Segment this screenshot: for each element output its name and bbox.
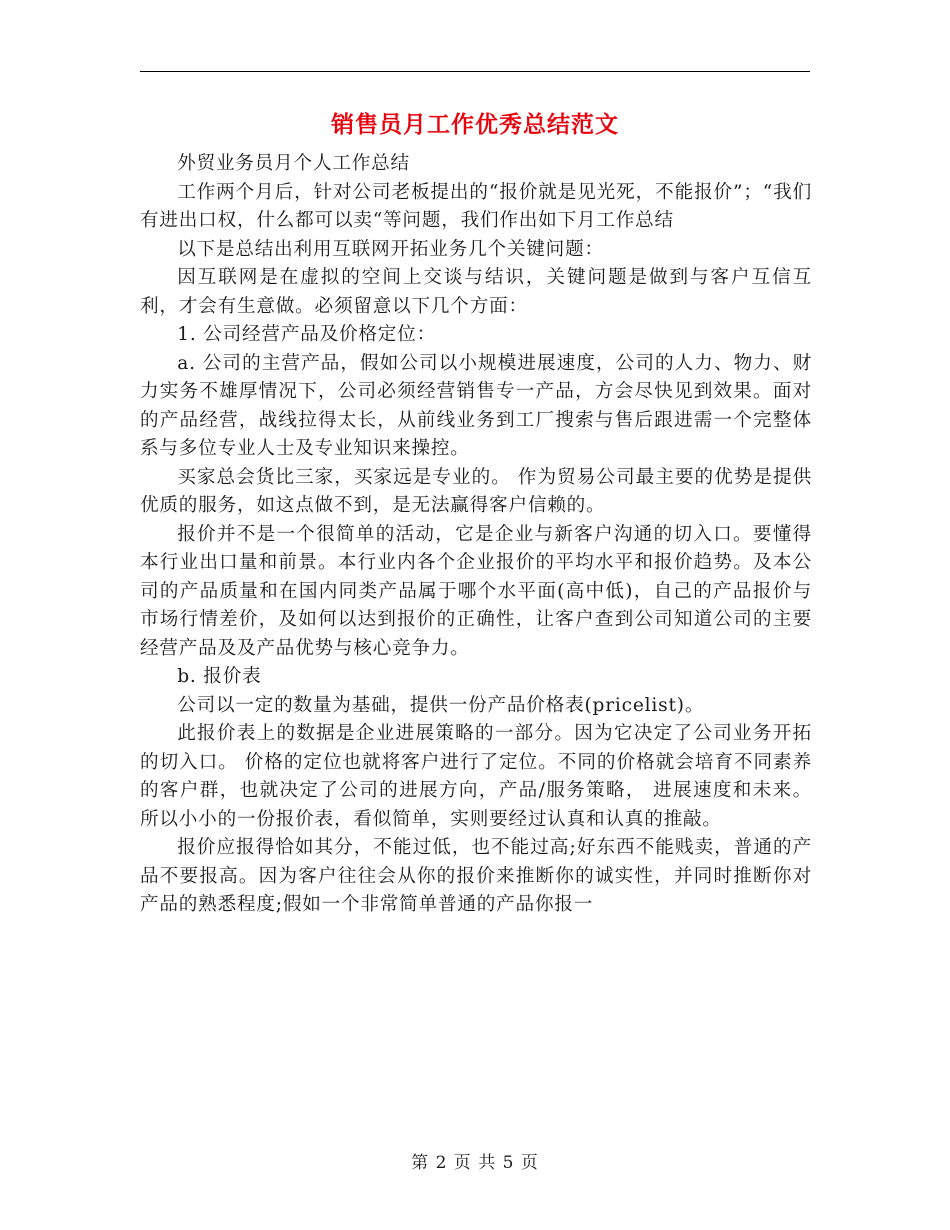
list-item-heading: b. 报价表 — [177, 666, 262, 687]
document-title: 销售员月工作优秀总结范文 — [331, 111, 619, 138]
paragraph: 买家总会货比三家，买家远是专业的。 作为贸易公司最主要的优势是提供优质的服务，如这点做不到，是无法赢得客户信赖的。 — [140, 466, 812, 516]
paragraph: 外贸业务员月个人工作总结 — [177, 153, 410, 174]
page-number: 第 2 页 共 5 页 — [411, 1153, 539, 1173]
paragraph: 以下是总结出利用互联网开拓业务几个关键问题： — [177, 238, 604, 260]
paragraph: a. 公司的主营产品，假如公司以小规模进展速度，公司的人力、物力、财力实务不雄厚情况下，公司必须经营销售专一产品，方会尽快见到效果。面对的产品经营，战线拉得太长，从前线业务到工厂搜索与售后跟进需一个完整体系与多位专业人士及专业知识来操控。 — [140, 352, 812, 459]
paragraph: 报价并不是一个很简单的活动，它是企业与新客户沟通的切入口。要懂得本行业出口量和前景。本行业内各个企业报价的平均水平和报价趋势。及本公司的产品质量和在国内同类产品属于哪个水平面(高中低)，自己的产品报价与市场行情差价，及如何以达到报价的正确性，让客户查到公司知道公司的主要经营产品及及产品优势与核心竞争力。 — [140, 523, 812, 659]
paragraph: 公司以一定的数量为基础，提供一份产品价格表(pricelist)。 — [177, 694, 705, 716]
paragraph: 此报价表上的数据是企业进展策略的一部分。因为它决定了公司业务开拓的切入口。 价格的定位也就将客户进行了定位。不同的价格就会培育不同素养的客户群，也就决定了公司的进展方向，产品/服务策略， 进展速度和未来。所以小小的一份报价表，看似简单，实则要经过认真和认真的推敲。 — [140, 723, 812, 830]
paragraph: 因互联网是在虚拟的空间上交谈与结识，关键问题是做到与客户互信互利，才会有生意做。必须留意以下几个方面： — [140, 267, 812, 317]
header-rule — [140, 71, 810, 72]
document-body — [140, 150, 812, 920]
paragraph: 工作两个月后，针对公司老板提出的“报价就是见光死，不能报价”；“我们有进出口权，什么都可以卖“等问题，我们作出如下月工作总结 — [140, 181, 812, 231]
paragraph: 报价应报得恰如其分，不能过低，也不能过高;好东西不能贱卖，普通的产品不要报高。因为客户往往会从你的报价来推断你的诚实性，并同时推断你对产品的熟悉程度;假如一个非常简单普通的产品你报一 — [140, 837, 812, 915]
list-item-heading: 1. 公司经营产品及价格定位： — [177, 324, 436, 345]
